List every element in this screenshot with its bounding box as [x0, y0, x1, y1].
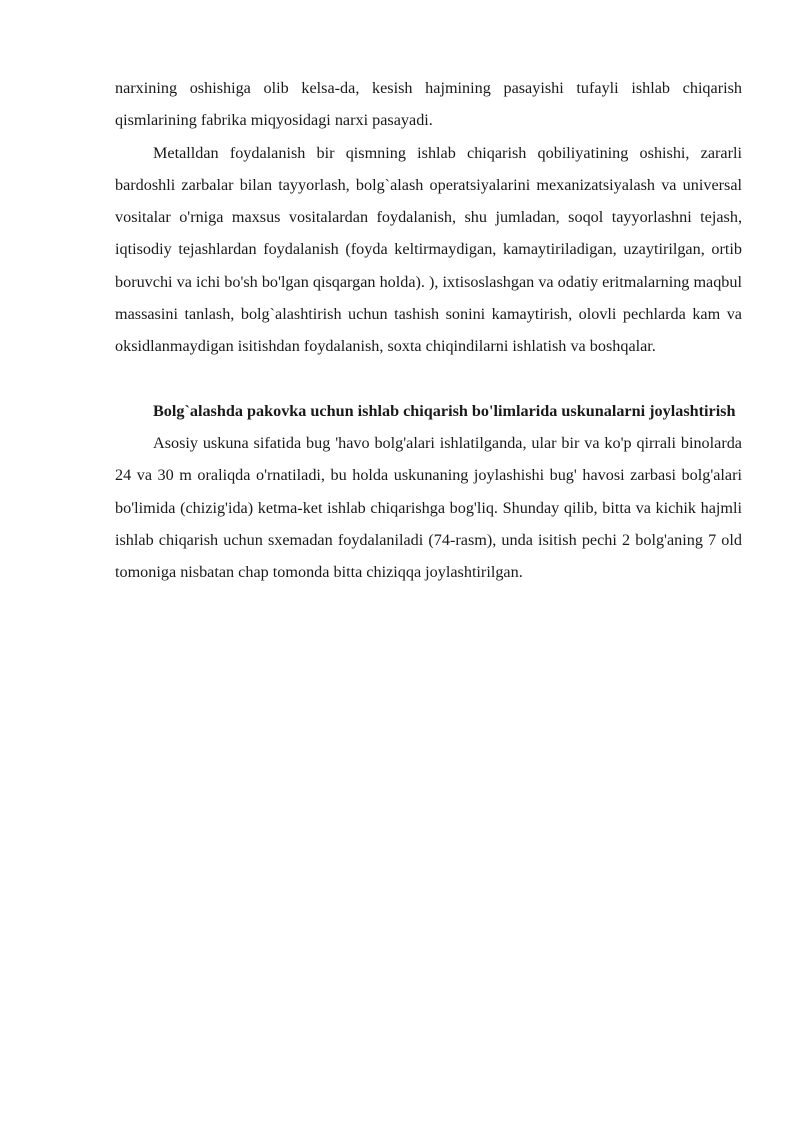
paragraph-continuation: narxining oshishiga olib kelsa-da, kesish hajmining pasayishi tufayli ishlab chiqarish qismlarining fabrika miqyosidagi narxi pasayadi.	[115, 79, 742, 130]
document-page	[115, 72, 742, 588]
section-heading: Bolg`alashda pakovka uchun ishlab chiqarish bo'limlarida uskunalarni joylashtirish	[153, 401, 736, 420]
paragraph-metal-usage: Metalldan foydalanish bir qismning ishlab chiqarish qobiliyatining oshishi, zararli bardoshli zarbalar bilan tayyorlash, bolg`alash operatsiyalarini mexanizatsiyalash va universal vositalar o'rniga maxsus vositalardan foydalanish, shu jumladan, soqol tayyorlashni tejash, iqtisodiy tejashlardan foydalanish (foyda keltirmaydigan, kamaytiriladigan, uzaytirilgan, ortib boruvchi va ichi bo'sh bo'lgan qisqargan holda). ), ixtisoslashgan va odatiy eritmalarning maqbul massasini tanlash, bolg`alashtirish uchun tashish sonini kamaytirish, olovli pechlarda kam va oksidlanmaydigan isitishdan foydalanish, soxta chiqindilarni ishlatish va boshqalar.	[115, 143, 742, 356]
paragraph-equipment-layout: Asosiy uskuna sifatida bug 'havo bolg'alari ishlatilganda, ular bir va ko'p qirrali binolarda 24 va 30 m oraliqda o'rnatiladi, bu holda uskunaning joylashishi bug' havosi zarbasi bolg'alari bo'limida (chizig'ida) ketma-ket ishlab chiqarishga bog'liq. Shunday qilib, bitta va kichik hajmli ishlab chiqarish uchun sxemadan foydalaniladi (74-rasm), unda isitish pechi 2 bolg'aning 7 old tomoniga nisbatan chap tomonda bitta chiziqqa joylashtirilgan.	[115, 433, 742, 582]
paragraph-spacer	[115, 363, 742, 395]
